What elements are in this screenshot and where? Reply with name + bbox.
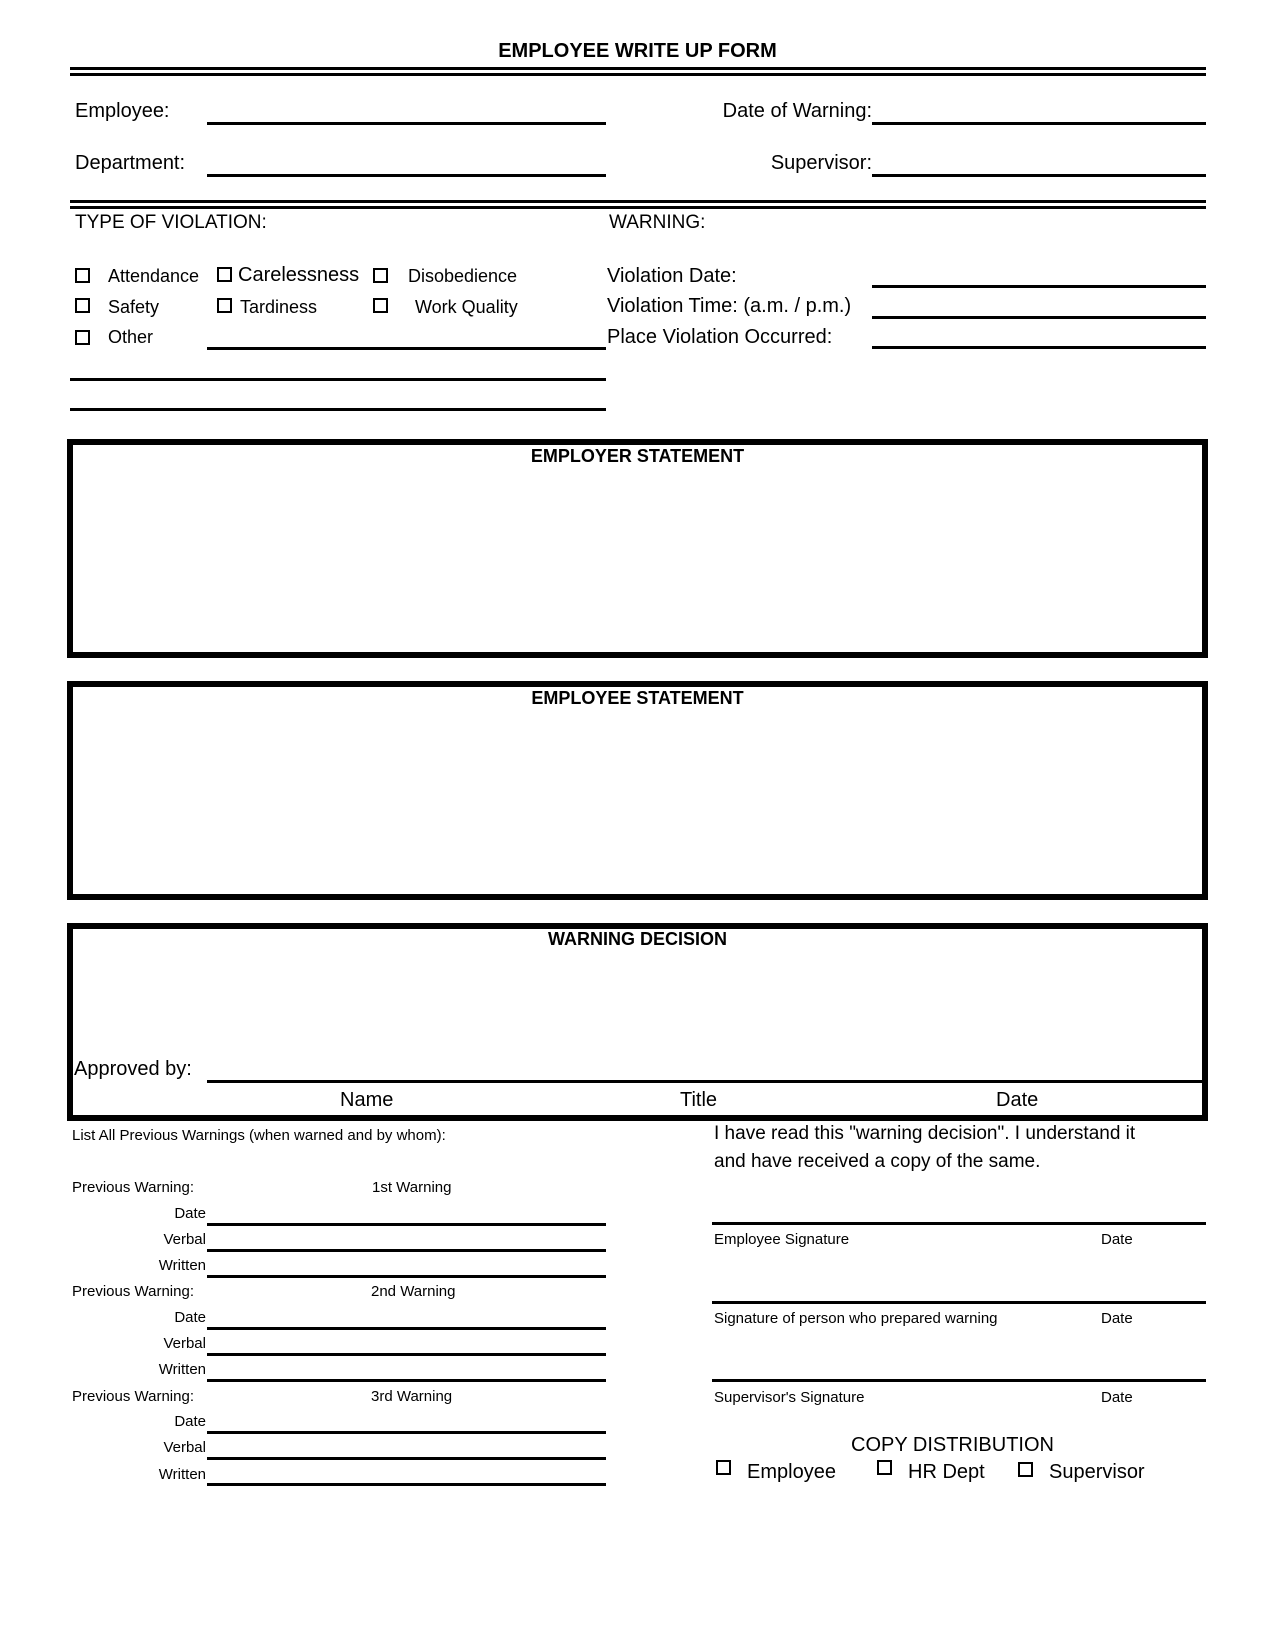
place-field[interactable]	[872, 346, 1206, 349]
supervisor-signature-date-label: Date	[1101, 1389, 1133, 1406]
approval-date-label: Date	[996, 1089, 1039, 1111]
warning-2-written-label: Written	[158, 1361, 206, 1378]
checkbox-label-other: Other	[108, 327, 154, 347]
previous-warning-label: Previous Warning:	[72, 1388, 194, 1405]
checkbox-label-attendance: Attendance	[108, 266, 200, 286]
violation-time-label: Violation Time: (a.m. / p.m.)	[607, 295, 852, 317]
copy-checkbox-employee[interactable]	[716, 1460, 731, 1475]
preparer-signature-field[interactable]	[712, 1301, 1206, 1304]
checkbox-attendance[interactable]	[75, 268, 90, 283]
employee-label: Employee:	[75, 100, 170, 122]
warning-2-written-field[interactable]	[207, 1379, 606, 1382]
violation-date-label: Violation Date:	[607, 265, 737, 287]
checkbox-safety[interactable]	[75, 298, 90, 313]
employee-statement-heading: EMPLOYEE STATEMENT	[531, 688, 744, 708]
warning-2-verbal-label: Verbal	[163, 1335, 206, 1352]
checkbox-label-tardiness: Tardiness	[240, 297, 318, 317]
checkbox-work-quality[interactable]	[373, 298, 388, 313]
checkbox-label-carelessness: Carelessness	[238, 264, 360, 286]
warning-1-written-field[interactable]	[207, 1275, 606, 1278]
warning-1-verbal-label: Verbal	[163, 1231, 206, 1248]
warning-1-verbal-field[interactable]	[207, 1249, 606, 1252]
previous-warning-label: Previous Warning:	[72, 1283, 194, 1300]
checkbox-carelessness[interactable]	[217, 267, 232, 282]
employee-signature-label: Employee Signature	[714, 1231, 850, 1248]
warning-2-date-field[interactable]	[207, 1327, 606, 1330]
warning-1-date-label: Date	[174, 1205, 206, 1222]
previous-warnings-heading: List All Previous Warnings (when warned and by whom):	[72, 1127, 446, 1144]
warning-2-date-label: Date	[174, 1309, 206, 1326]
checkbox-label-disobedience: Disobedience	[408, 266, 518, 286]
warning-2-verbal-field[interactable]	[207, 1353, 606, 1356]
approval-name-label: Name	[340, 1089, 394, 1111]
copy-label-supervisor: Supervisor	[1049, 1461, 1145, 1483]
supervisor-field[interactable]	[872, 174, 1206, 177]
approval-title-label: Title	[680, 1089, 718, 1111]
department-field[interactable]	[207, 174, 606, 177]
warning-entry-2-title: 2nd Warning	[371, 1283, 456, 1300]
copy-distribution-heading: COPY DISTRIBUTION	[851, 1434, 1054, 1456]
employee-statement-box[interactable]	[67, 681, 1208, 900]
warning-entry-3-title: 3rd Warning	[371, 1388, 453, 1405]
warning-3-verbal-label: Verbal	[163, 1439, 206, 1456]
preparer-signature-date-label: Date	[1101, 1310, 1133, 1327]
violation-date-field[interactable]	[872, 285, 1206, 288]
acknowledgement-line-2: and have received a copy of the same.	[714, 1151, 1041, 1172]
warning-3-written-label: Written	[158, 1466, 206, 1483]
warning-entry-1-title: 1st Warning	[372, 1179, 452, 1196]
approved-by-field[interactable]	[207, 1080, 1202, 1083]
warning-3-written-field[interactable]	[207, 1483, 606, 1486]
header-divider	[70, 200, 1206, 209]
copy-checkbox-hr-dept[interactable]	[877, 1460, 892, 1475]
checkbox-label-safety: Safety	[108, 297, 160, 317]
copy-label-hr-dept: HR Dept	[908, 1461, 985, 1483]
checkbox-tardiness[interactable]	[217, 298, 232, 313]
warning-3-verbal-field[interactable]	[207, 1457, 606, 1460]
previous-warning-label: Previous Warning:	[72, 1179, 194, 1196]
warning-decision-heading: WARNING DECISION	[547, 929, 727, 949]
violation-heading: TYPE OF VIOLATION:	[75, 212, 267, 233]
employer-statement-box[interactable]	[67, 439, 1208, 658]
other-field[interactable]	[207, 347, 606, 350]
copy-label-employee: Employee	[747, 1461, 836, 1483]
approved-by-label: Approved by:	[74, 1058, 192, 1080]
copy-checkbox-supervisor[interactable]	[1018, 1462, 1033, 1477]
supervisor-signature-label: Supervisor's Signature	[714, 1389, 865, 1406]
warning-1-date-field[interactable]	[207, 1223, 606, 1226]
checkbox-label-work-quality: Work Quality	[415, 297, 518, 317]
violation-time-field[interactable]	[872, 316, 1206, 319]
acknowledgement-line-1: I have read this "warning decision". I understand it	[714, 1123, 1136, 1144]
employee-field[interactable]	[207, 122, 606, 125]
checkbox-other[interactable]	[75, 330, 90, 345]
violation-notes-line-1[interactable]	[70, 378, 606, 381]
warning-3-date-label: Date	[174, 1413, 206, 1430]
preparer-signature-label: Signature of person who prepared warning	[714, 1310, 998, 1327]
supervisor-label: Supervisor:	[770, 152, 872, 174]
checkbox-disobedience[interactable]	[373, 268, 388, 283]
employer-statement-heading: EMPLOYER STATEMENT	[530, 446, 745, 466]
place-label: Place Violation Occurred:	[607, 326, 833, 348]
employee-signature-field[interactable]	[712, 1222, 1206, 1225]
title-divider	[70, 67, 1206, 76]
date-of-warning-field[interactable]	[872, 122, 1206, 125]
warning-heading: WARNING:	[609, 212, 706, 233]
warning-3-date-field[interactable]	[207, 1431, 606, 1434]
supervisor-signature-field[interactable]	[712, 1379, 1206, 1382]
employee-signature-date-label: Date	[1101, 1231, 1133, 1248]
department-label: Department:	[75, 152, 186, 174]
warning-1-written-label: Written	[158, 1257, 206, 1274]
violation-notes-line-2[interactable]	[70, 408, 606, 411]
page-title: EMPLOYEE WRITE UP FORM	[498, 40, 777, 62]
date-of-warning-label: Date of Warning:	[722, 100, 872, 122]
